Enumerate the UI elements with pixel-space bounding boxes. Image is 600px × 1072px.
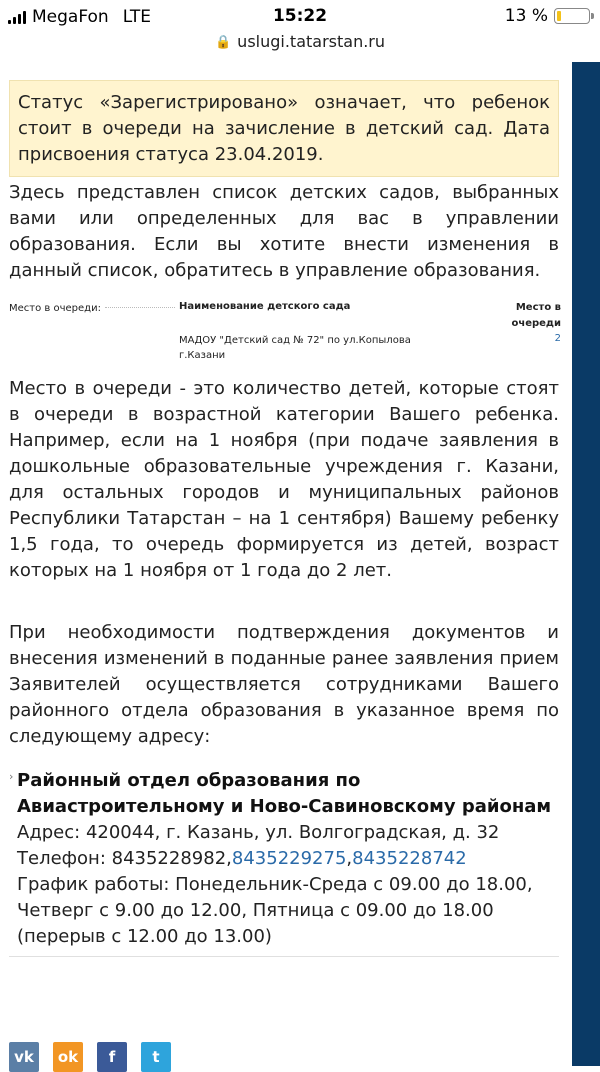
education-office-block <box>9 768 559 957</box>
office-address: Адрес: 420044, г. Казань, ул. Волгоградская, д. 32 <box>17 822 500 843</box>
lock-icon: 🔒 <box>214 35 232 50</box>
documents-note-text: При необходимости подтверждения документов и внесения изменений в поданные ранее заявления прием Заявителей осуществляется сотрудниками Вашего районного отдела образования в указанное время по следующему адресу: <box>9 622 559 747</box>
social-share-bar <box>9 1042 171 1072</box>
queue-label-cell <box>9 303 169 314</box>
queue-explanation-text: Место в очереди - это количество детей, которые стоят в очереди в возрастной категории Вашего ребенка. Например, если на 1 ноября (при подаче заявления в дошкольные образовательные учреждения г. Казани, для остальных городов и муниципальных районов Республики Татарстан – на 1 сентября) Вашему ребенку 1,5 года, то очередь формируется из детей, возраст которых на 1 ноября от 1 года до 2 лет. <box>9 378 559 581</box>
carrier-name: MegaFon <box>32 7 109 27</box>
status-right <box>505 6 590 26</box>
queue-position-header: Место в очереди <box>511 302 561 329</box>
queue-label: Место в очереди: <box>9 303 101 314</box>
battery-icon <box>554 8 590 24</box>
battery-fill <box>557 11 561 21</box>
kindergarten-name: МАДОУ "Детский сад № 72" по ул.Копылова г.Казани <box>179 335 411 361</box>
office-title: Районный отдел образования по Авиастроительному и Ново-Савиновскому районам <box>17 770 552 817</box>
chevron-right-icon[interactable]: › <box>9 770 14 783</box>
office-schedule: График работы: Понедельник-Среда с 09.00 до 18.00, Четверг с 9.00 до 12.00, Пятница с 09.00 до 18.00 (перерыв с 12.00 до 13.00) <box>17 874 533 947</box>
clock: 15:22 <box>272 6 328 26</box>
status-bar <box>0 0 600 34</box>
url-text: uslugi.tatarstan.ru <box>237 32 386 51</box>
page-scrollbar[interactable] <box>572 62 600 1066</box>
facebook-share-icon[interactable]: f <box>97 1042 127 1072</box>
address-bar[interactable] <box>0 32 600 56</box>
office-phones: Телефон: 8435228982,8435229275,8435228742 <box>17 848 467 869</box>
status-notice: Статус «Зарегистрировано» означает, что ребенок стоит в очереди на зачисление в детский сад. Дата присвоения статуса 23.04.2019. <box>9 80 559 177</box>
phone-link-1[interactable]: 8435229275 <box>231 848 347 869</box>
vk-share-icon[interactable]: vk <box>9 1042 39 1072</box>
page-content <box>0 62 572 1066</box>
phone-label: Телефон: <box>17 848 106 869</box>
battery-percent: 13 % <box>504 6 548 26</box>
intro-text: Здесь представлен список детских садов, выбранных вами или определенных для вас в управлении образования. Если вы хотите внести изменения в данный список, обратитесь в управление образования. <box>9 182 559 281</box>
odnoklassniki-share-icon[interactable]: ok <box>53 1042 83 1072</box>
twitter-share-icon[interactable]: t <box>141 1042 171 1072</box>
queue-position[interactable]: 2 <box>554 333 561 344</box>
phone-link-2[interactable]: 8435228742 <box>352 848 467 869</box>
kindergarten-name-header: Наименование детского сада <box>179 301 351 312</box>
phone-main: 8435228982 <box>111 848 227 869</box>
dotted-leader <box>105 307 175 308</box>
network-type: LTE <box>122 7 151 27</box>
